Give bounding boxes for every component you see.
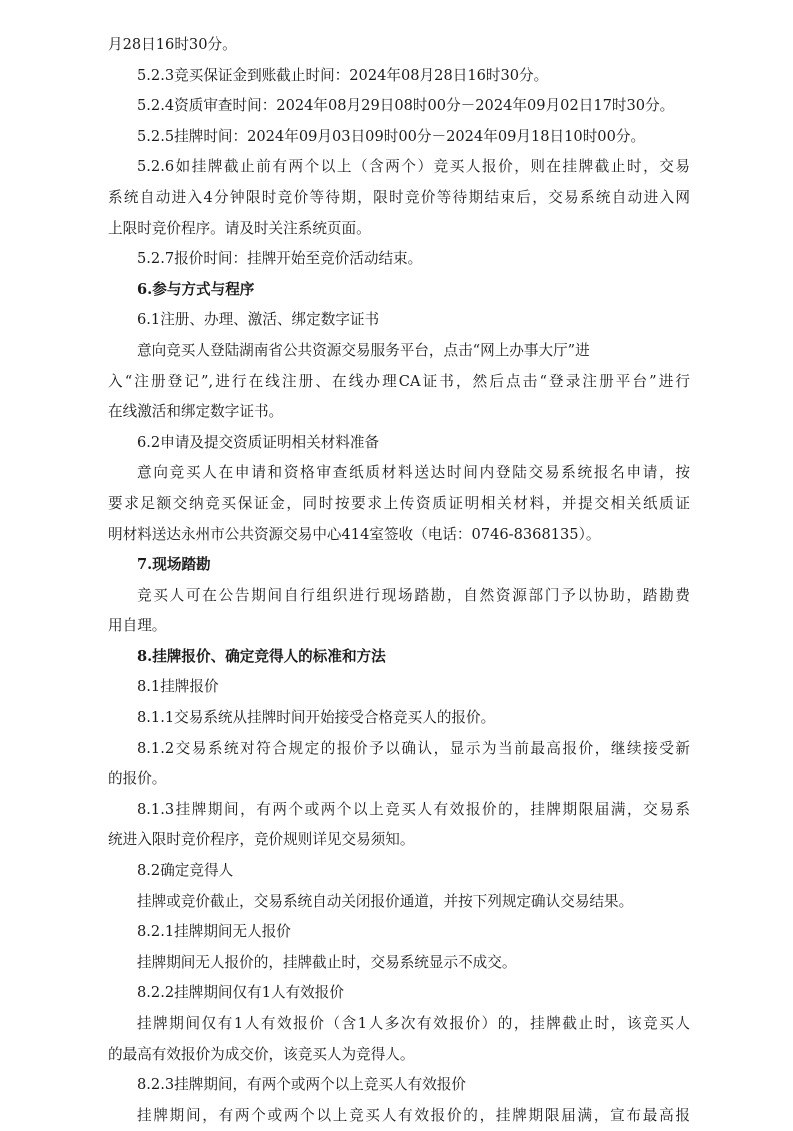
text-line: 6.2申请及提交资质证明相关材料准备: [137, 433, 380, 451]
section-heading: 6.参与方式与程序: [137, 280, 255, 298]
text-line: 8.1.1交易系统从挂牌时间开始接受合格竞买人的报价。: [137, 709, 496, 727]
text-line: 明材料送达永州市公共资源交易中心414室签收（电话：0746-8368135）。: [108, 525, 601, 543]
text-line: 8.2确定竞得人: [137, 862, 234, 880]
text-line: 意向竞买人登陆湖南省公共资源交易服务平台，点击“网上办事大厅”进: [137, 341, 590, 359]
text-line: 系统自动进入4分钟限时竞价等待期，限时竞价等待期结束后，交易系统自动进入网: [108, 188, 690, 206]
text-line: 挂牌或竞价截止，交易系统自动关闭报价通道，并按下列规定确认交易结果。: [137, 892, 634, 910]
text-line: 8.2.1挂牌期间无人报价: [137, 923, 291, 941]
text-line: 5.2.4资质审查时间：2024年08月29日08时00分－2024年09月02日17时30分。: [137, 97, 675, 115]
text-line: 入“注册登记”,进行在线注册、在线办理CA证书，然后点击“登录注册平台”进行: [108, 372, 690, 390]
section-heading: 8.挂牌报价、确定竞得人的标准和方法: [137, 647, 386, 665]
text-line: 5.2.3竞买保证金到账截止时间：2024年08月28日16时30分。: [137, 66, 549, 84]
text-line: 8.1.3挂牌期间，有两个或两个以上竞买人有效报价的，挂牌期限届满，交易系: [137, 800, 690, 818]
text-line: 挂牌期间无人报价的，挂牌截止时，交易系统显示不成交。: [137, 953, 517, 971]
text-line: 5.2.6如挂牌截止前有两个以上（含两个）竞买人报价，则在挂牌截止时，交易: [137, 158, 690, 176]
text-line: 8.1.2交易系统对符合规定的报价予以确认，显示为当前最高报价，继续接受新: [137, 739, 690, 757]
text-line: 5.2.5挂牌时间：2024年09月03日09时00分－2024年09月18日10时00分。: [137, 127, 646, 145]
text-line: 的报价。: [108, 770, 167, 788]
document-body: [108, 30, 690, 1131]
text-line: 要求足额交纳竞买保证金，同时按要求上传资质证明相关材料，并提交相关纸质证: [108, 494, 690, 512]
text-line: 意向竞买人在申请和资格审查纸质材料送达时间内登陆交易系统报名申请，按: [137, 464, 690, 482]
text-line: 在线激活和绑定数字证书。: [108, 403, 284, 421]
text-line: 用自理。: [108, 617, 167, 635]
text-line: 挂牌期间仅有1人有效报价（含1人多次有效报价）的，挂牌截止时，该竞买人: [137, 1015, 690, 1032]
text-line: 统进入限时竞价程序，竞价规则详见交易须知。: [108, 831, 415, 849]
text-line: 上限时竞价程序。请及时关注系统页面。: [108, 219, 371, 237]
section-heading: 7.现场踏勘: [137, 556, 211, 574]
text-line: 8.2.2挂牌期间仅有1人有效报价: [137, 984, 344, 1002]
text-line: 8.1挂牌报价: [137, 678, 219, 696]
text-line: 8.2.3挂牌期间，有两个或两个以上竞买人有效报价: [137, 1076, 467, 1094]
text-line: 的最高有效报价为成交价，该竞买人为竞得人。: [108, 1045, 415, 1063]
text-line: 6.1注册、办理、激活、绑定数字证书: [137, 311, 380, 329]
text-line: 挂牌期间，有两个或两个以上竞买人有效报价的，挂牌期限届满，宣布最高报: [137, 1106, 690, 1124]
text-line: 5.2.7报价时间：挂牌开始至竞价活动结束。: [137, 250, 423, 268]
text-line: 竞买人可在公告期间自行组织进行现场踏勘，自然资源部门予以协助，踏勘费: [137, 586, 690, 604]
text-line: 月28日16时30分。: [108, 36, 237, 53]
